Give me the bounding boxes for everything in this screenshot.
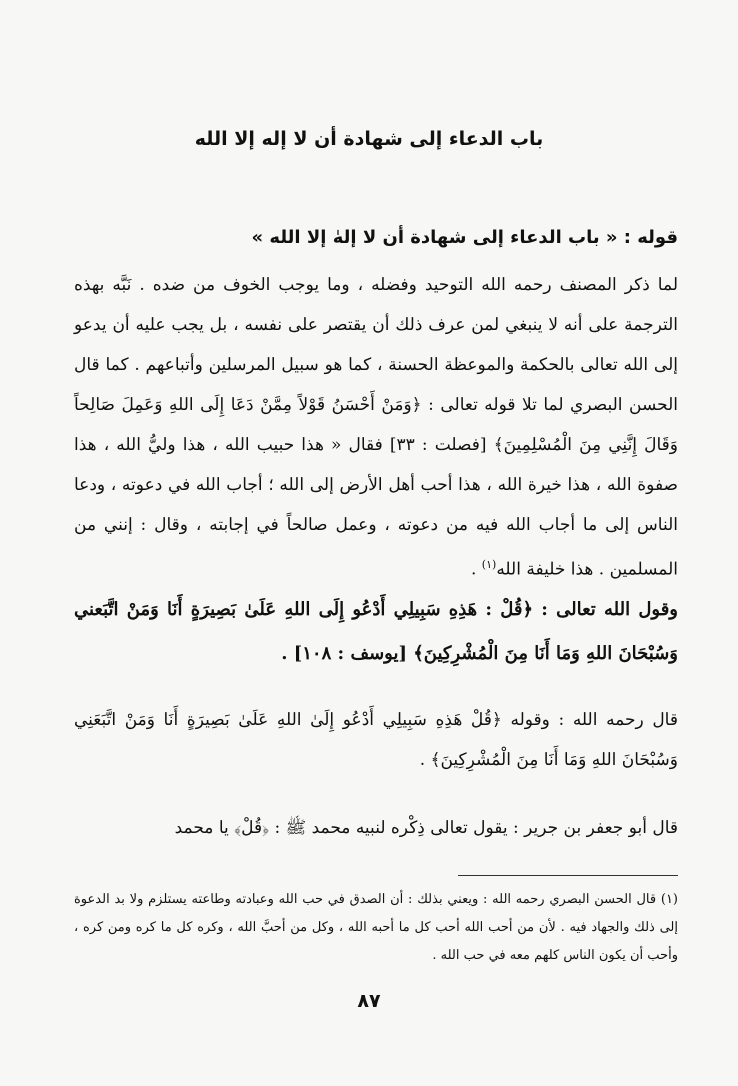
intro-paragraph — [74, 265, 678, 590]
intro-paragraph-end: . — [470, 559, 482, 580]
section-subheading: قوله : « باب الدعاء إلى شهادة أن لا إلهٰ إلا الله » — [251, 227, 678, 248]
page-number: ٨٧ — [357, 990, 381, 1012]
quote-paragraph: قال رحمه الله : وقوله ﴿قُلْ هَذِهِ سَبِيلِي أَدْعُو إِلَىٰ اللهِ عَلَىٰ بَصِيرَةٍ أَنَا وَمَنْ اتَّبَعَنِي وَسُبْحَانَ اللهِ وَمَا أَنَا مِنَ الْمُشْرِكِينَ﴾ . — [74, 710, 678, 770]
intro-paragraph-text: لما ذكر المصنف رحمه الله التوحيد وفضله ، وما يوجب الخوف من ضده . نَبَّه بهذه الترجمة على أنه لا ينبغي لمن عرف ذلك أن يقتصر على نفسه ، بل يجب عليه أن يدعو إلى الله تعالى بالحكمة والموعظة الحسنة ، كما هو سبيل المرسلين وأتباعهم . كما قال الحسن البصري لما تلا قوله تعالى : ﴿وَمَنْ أَحْسَنُ قَوْلاً مِمَّنْ دَعَا إِلَى اللهِ وَعَمِلَ صَالِحاً وَقَالَ إِنَّنِي مِنَ الْمُسْلِمِينَ﴾ [فصلت : ٣٣] فقال « هذا حبيب الله ، هذا وليُّ الله ، هذا صفوة الله ، هذا خيرة الله ، هذا أحب أهل الأرض إلى الله ؛ أجاب الله في دعوته ، ودعا الناس إلى ما أجاب الله فيه من دعوته ، وعمل صالحاً في إجابته ، وقال : إنني من المسلمين . هذا خليفة الله — [74, 275, 679, 580]
footnote-divider — [458, 875, 678, 876]
footnote-marker[interactable]: (١) — [481, 558, 497, 571]
chapter-title: باب الدعاء إلى شهادة أن لا إله إلا الله — [194, 128, 544, 150]
footnote-text: (١) قال الحسن البصري رحمه الله : ويعني بذلك : أن الصدق في حب الله وعبادته وطاعته يستلزم ولا بد الدعوة إلى ذلك والجهاد فيه . لأن من أحب الله أحب كل ما أحبه الله ، وكل من أحبَّ الله ، وكره كل ما كره ومن كره ، وأحب أن يكون الناس كلهم معه في حب الله . — [74, 892, 678, 963]
verse-paragraph: وقول الله تعالى : ﴿قُلْ : هَذِهِ سَبِيلِي أَدْعُو إِلَى اللهِ عَلَىٰ بَصِيرَةٍ أَنَا وَمَنْ اتَّبَعني وَسُبْحَانَ اللهِ وَمَا أَنَا مِنَ الْمُشْرِكِينَ﴾ [يوسف : ١٠٨] . — [74, 599, 678, 664]
jarir-paragraph: قال أبو جعفر بن جرير : يقول تعالى ذِكْره لنبيه محمد ﷺ : ﴿قُلْ﴾ يا محمد — [174, 818, 678, 838]
